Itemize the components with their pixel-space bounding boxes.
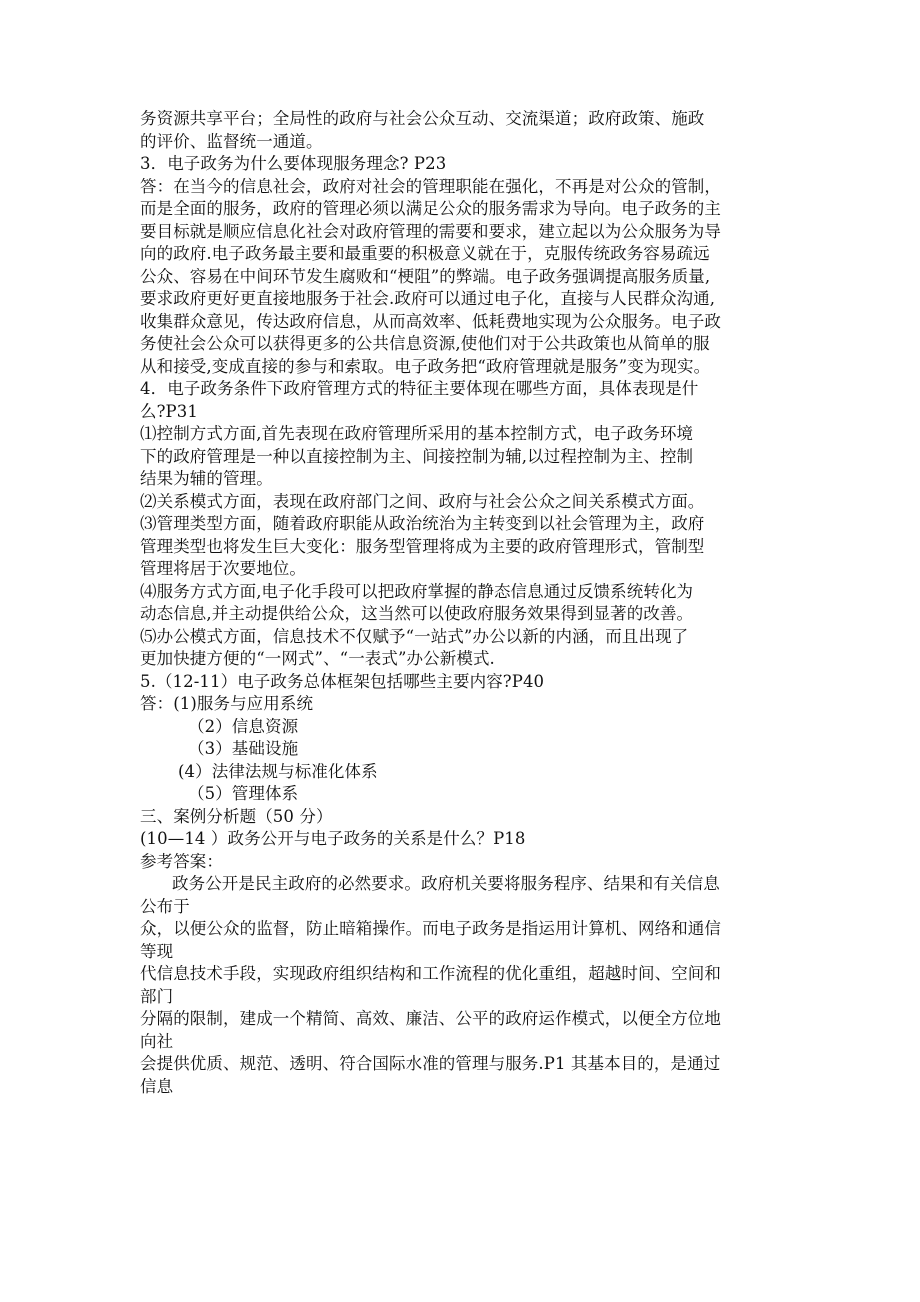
text-line: 管理将居于次要地位。	[140, 559, 306, 578]
text-line: 政务公开是民主政府的必然要求。政府机关要将服务程序、结果和有关信息	[172, 874, 720, 893]
text-line: 向社	[140, 1031, 174, 1051]
text-line: 务资源共享平台；全局性的政府与社会公众互动、交流渠道；政府政策、施政	[140, 109, 705, 128]
text-line: 务使社会公众可以获得更多的公共信息资源,使他们对于公共政策也从简单的服	[140, 334, 710, 353]
text-line: 分隔的限制，建成一个精简、高效、廉洁、公平的政府运作模式，以便全方位地	[140, 1009, 721, 1028]
document-page	[140, 108, 800, 1098]
text-line: 会提供优质、规范、透明、符合国际水准的管理与服务.P1 其基本目的，是通过	[140, 1054, 721, 1073]
text-line: 要目标就是顺应信息化社会对政府管理的需要和要求，建立起以为公众服务为导	[140, 221, 721, 241]
text-line: 等现	[140, 941, 174, 961]
text-line: 要求政府更好更直接地服务于社会.政府可以通过电子化，直接与人民群众沟通,	[140, 289, 716, 308]
text-line: 收集群众意见，传达政府信息，从而高效率、低耗费地实现为公众服务。电子政	[140, 311, 721, 331]
text-line: 的评价、监督统一通道。	[140, 131, 323, 151]
text-line: 部门	[140, 986, 174, 1006]
text-line: 管理类型也将发生巨大变化：服务型管理将成为主要的政府管理形式，管制型	[140, 536, 705, 556]
section-heading: 三、案例分析题（50 分）	[140, 806, 333, 826]
question-heading: 么?P31	[140, 401, 198, 421]
text-line: 众，以便公众的监督，防止暗箱操作。而电子政务是指运用计算机、网络和通信	[140, 919, 721, 938]
text-line: ⑶管理类型方面，随着政府职能从政治统治为主转变到以社会管理为主，政府	[140, 514, 705, 533]
text-line: 结果为辅的管理。	[140, 469, 273, 488]
answer-item: （2）信息资源	[188, 716, 299, 736]
text-line: 答：在当今的信息社会，政府对社会的管理职能在强化，不再是对公众的管制，	[140, 176, 721, 196]
text-line: ⑷服务方式方面,电子化手段可以把政府掌握的静态信息通过反馈系统转化为	[140, 581, 694, 601]
answer-item: (4）法律法规与标准化体系	[178, 761, 378, 781]
text-line: 公众、容易在中间环节发生腐败和“梗阻”的弊端。电子政务强调提高服务质量,	[140, 266, 711, 286]
text-line: ⑵关系模式方面，表现在政府部门之间、政府与社会公众之间关系模式方面。	[140, 491, 705, 511]
text-line: 动态信息,并主动提供给公众，这当然可以使政府服务效果得到显著的改善。	[140, 604, 694, 623]
text-line: 代信息技术手段，实现政府组织结构和工作流程的优化重组，超越时间、空间和	[140, 964, 721, 983]
answer-item: 答：(1)服务与应用系统	[140, 694, 314, 713]
text-line: 公布于	[140, 896, 190, 916]
text-line: 向的政府.电子政务最主要和最重要的积极意义就在于，克服传统政务容易疏远	[140, 244, 710, 263]
text-line: ⑴控制方式方面,首先表现在政府管理所采用的基本控制方式，电子政务环境	[140, 424, 694, 443]
text-line: 从和接受,变成直接的参与和索取。电子政务把“政府管理就是服务”变为现实。	[140, 356, 711, 376]
answer-item: （3）基础设施	[188, 739, 299, 758]
question-heading: 5.（12-11）电子政务总体框架包括哪些主要内容?P40	[140, 671, 545, 691]
question-heading: 3．电子政务为什么要体现服务理念? P23	[140, 154, 447, 173]
question-heading: (10—14 ）政务公开与电子政务的关系是什么？P18	[140, 829, 526, 848]
text-line: 下的政府管理是一种以直接控制为主、间接控制为辅,以过程控制为主、控制	[140, 446, 694, 466]
text-line: 更加快捷方便的“一网式”、“一表式”办公新模式.	[140, 649, 495, 668]
question-heading: 4．电子政务条件下政府管理方式的特征主要体现在哪些方面，具体表现是什	[140, 379, 699, 398]
answer-item: （5）管理体系	[188, 784, 299, 803]
answer-label: 参考答案：	[140, 851, 223, 871]
text-line: 而是全面的服务，政府的管理必须以满足公众的服务需求为导向。电子政务的主	[140, 199, 721, 218]
text-line: 信息	[140, 1076, 174, 1096]
text-line: ⑸办公模式方面，信息技术不仅赋予“一站式”办公以新的内涵，而且出现了	[140, 626, 689, 646]
